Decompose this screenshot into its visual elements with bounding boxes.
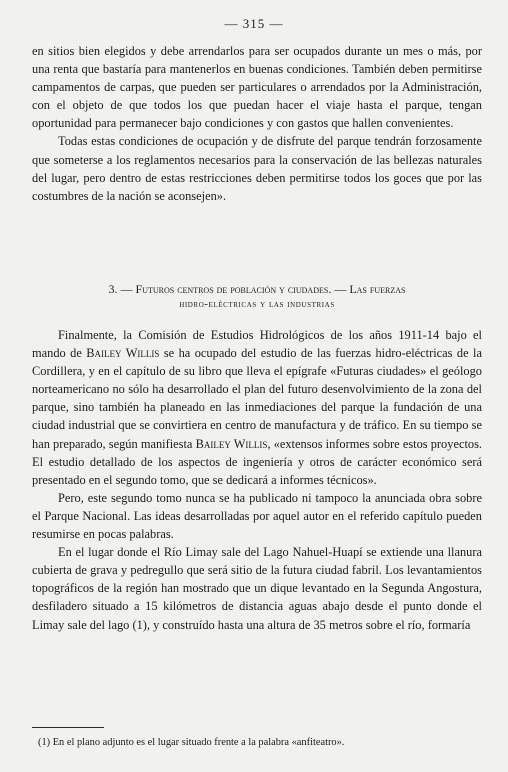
paragraph-limay-dam: En el lugar donde el Río Limay sale del Lago Nahuel-Huapí se extiende una llanura cubierta de grava y pedregullo que será sitio de la futura ciudad fabril. Los levantamientos topográficos de la región han mostrado que un dique levantado en la Segunda Angostura, desfiladero situado a 15 kilómetros de distancia aguas abajo desde el punto donde el Limay sale del lago (1), y construído hasta una altura de 35 metros sobre el río, formaría [32,545,482,632]
paragraph-hydrological-commission [32,326,482,489]
paragraph-campgrounds: en sitios bien elegidos y debe arrendarlos para ser ocupados durante un mes o más, por una renta que bastaría para mantenerlos en buenas condiciones. También deben permitirse campamentos de carpas, que pueden ser particulares o arrendados por la Administración, con el objeto de que todos los que puedan hacer el viaje hasta el parque, tengan oportunidad para permanecer bajo condiciones y con gastos que hallen convenientes. [32,44,482,131]
section-heading [32,282,482,312]
paragraph-text-part: Finalmente, la Comisión de Estudios Hidrológicos de los años 1911-14 bajo el mando de [32,328,482,361]
footnote: (1) En el plano adjunto es el lugar situado frente a la palabra «anfiteatro». [38,737,345,748]
page-number: — 315 — [224,16,284,31]
text-block-top [32,42,482,205]
author-name: Bailey Willis [195,436,268,451]
footnote-divider [32,727,104,728]
paragraph-text-part: se ha ocupado del estudio de las fuerzas hidro-eléctricas de la Cordillera, y en el capítulo de su libro que lleva el epígrafe «Futuras ciudades» el geólogo norteamericano no sólo ha desarrollado el plan del futuro desenvolvimiento de la zona del parque, sino también ha planeado en las inmediaciones del parque la fundación de una ciudad industrial que se convirtiera en centro de manufactura y de tráfico. En su tiempo se han preparado, según manifiesta [32,346,482,451]
paragraph-text-part: , «extensos informes sobre estos proyectos. El estudio detallado de los aspectos de ingeniería y otros de carácter económico será presentado en el segundo tomo, que se dedicará a informes técnicos». [32,436,482,487]
section-heading-line-1: 3. — Futuros centros de población y ciudades. — Las fuerzas [108,282,406,296]
text-block-bottom [32,326,482,634]
author-name: Bailey Willis [86,346,160,361]
paragraph-second-volume: Pero, este segundo tomo nunca se ha publicado ni tampoco la anunciada obra sobre el Parque Nacional. Las ideas desarrolladas por aquel autor en el referido capítulo pueden resumirse en pocas palabras. [32,490,482,542]
paragraph-occupation-conditions: Todas estas condiciones de ocupación y de disfrute del parque tendrán forzosamente que someterse a los reglamentos necesarios para la conservación de las bellezas naturales del lugar, pero dentro de estas restricciones deben permitirse todos los goces que por las costumbres de la nación se aconsejen». [32,134,482,203]
section-heading-line-2: hidro-eléctricas y las industrias [179,299,335,310]
